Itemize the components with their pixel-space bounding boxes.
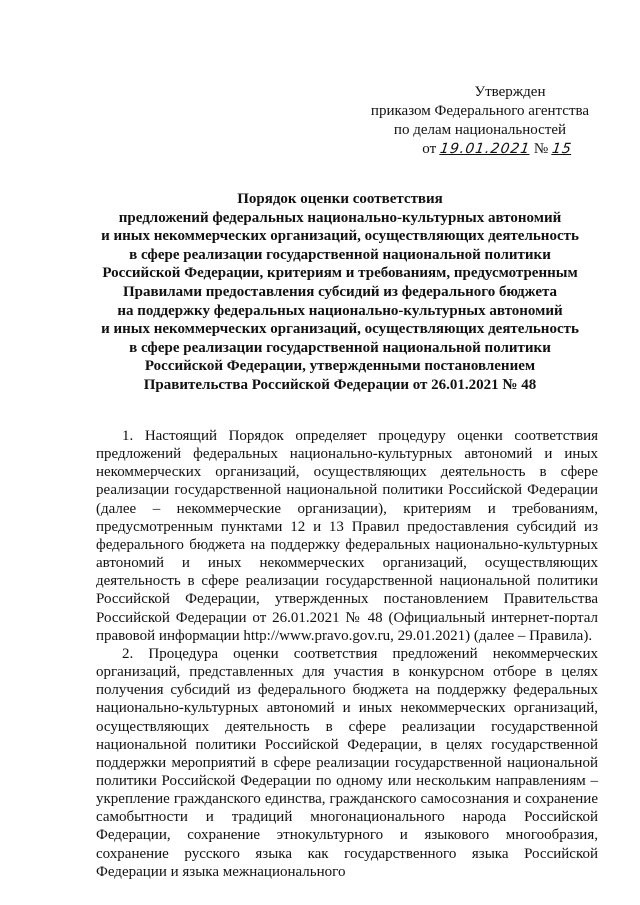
- title-line: и иных некоммерческих организаций, осуществляющих деятельность: [101, 228, 579, 245]
- approval-heading: Утвержден: [474, 84, 546, 100]
- document-title: [90, 190, 590, 395]
- title-line: в сфере реализации государственной национальной политики: [129, 246, 551, 263]
- title-line: Российской Федерации, критериям и требованиям, предусмотренным: [102, 265, 578, 282]
- approval-agency-line: по делам национальностей: [393, 122, 567, 138]
- number-prefix: №: [533, 141, 549, 157]
- title-line: на поддержку федеральных национально-культурных автономий: [117, 302, 563, 319]
- title-line: и иных некоммерческих организаций, осуществляющих деятельность: [101, 321, 579, 338]
- title-line: Российской Федерации, утвержденными постановлением: [144, 358, 536, 375]
- paragraph-1: 1. Настоящий Порядок определяет процедуру оценки соответствия предложений федеральных национально-культурных автономий и иных некоммерческих организаций, осуществляющих деятельность в сфере реализации государственной национальной политики Российской Федерации (далее – некоммерческие организации), критериям и требованиям, предусмотренным пунктами 12 и 13 Правил предоставления субсидий из федерального бюджета на поддержку федеральных национально-культурных автономий и иных некоммерческих организаций, осуществляющих деятельность в сфере реализации государственной национальной политики Российской Федерации, утвержденных постановлением Правительства Российской Федерации от 26.01.2021 № 48 (Официальный интернет-портал правовой информации http://www.pravo.gov.ru, 29.01.2021) (далее – Правила).: [96, 428, 598, 644]
- title-line: Порядок оценки соответствия: [237, 191, 443, 207]
- handwritten-number: 15: [550, 141, 573, 157]
- date-prefix: от: [422, 141, 437, 157]
- approval-block: [360, 83, 600, 159]
- title-line: Правилами предоставления субсидий из федерального бюджета: [122, 283, 558, 300]
- approval-date-number-line: [360, 140, 600, 159]
- title-line: предложений федеральных национально-культурных автономий: [118, 209, 562, 226]
- approval-issuer-line: приказом Федерального агентства: [370, 103, 590, 119]
- title-line: в сфере реализации государственной национальной политики: [129, 339, 551, 356]
- handwritten-date: 19.01.2021: [438, 141, 532, 157]
- paragraph-2: 2. Процедура оценки соответствия предложений некоммерческих организаций, представленных для участия в конкурсном отборе в целях получения субсидий из федерального бюджета на поддержку федеральных национально-культурных автономий и иных некоммерческих организаций, осуществляющих деятельность в сфере реализации государственной национальной политики Российской Федерации, в целях государственной поддержки мероприятий в сфере реализации государственной национальной политики Российской Федерации по одному или нескольким направлениям – укрепление гражданского единства, гражданского самосознания и сохранение самобытности и традиций многонационального народа Российской Федерации, сохранение этнокультурного и языкового многообразия, сохранение русского языка как государственного языка Российской Федерации и языка межнационального: [96, 645, 598, 880]
- title-line: Правительства Российской Федерации от 26.01.2021 № 48: [143, 376, 537, 393]
- document-body: [96, 427, 598, 881]
